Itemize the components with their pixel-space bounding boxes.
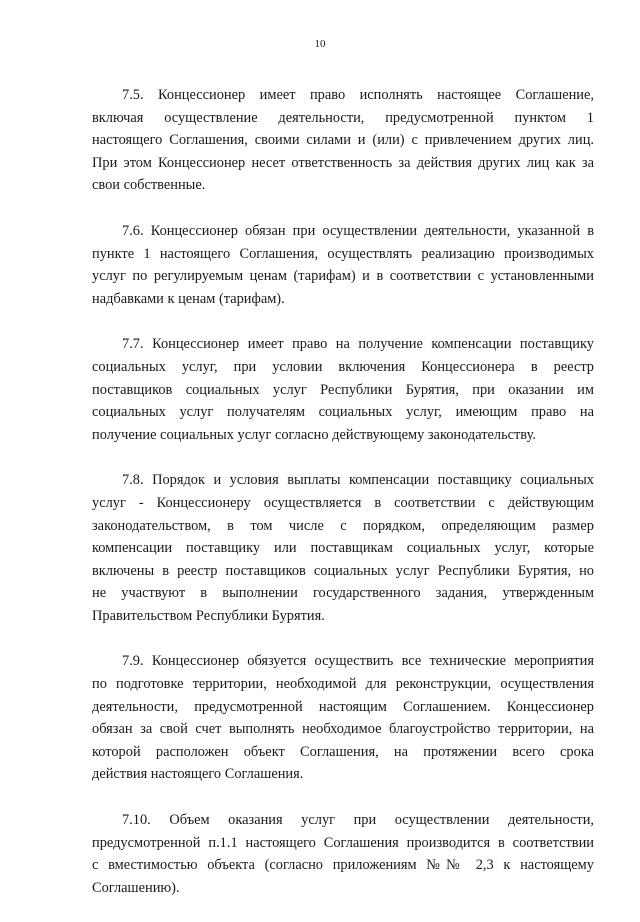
clause-7-6 [92, 220, 594, 310]
clause-7-8 [92, 469, 594, 627]
text-line: включены в реестр поставщиков социальных услуг Республики Бурятия, но [92, 562, 594, 579]
text-line: с вместимостью объекта (согласно приложениям №№ 2,3 к настоящему [92, 857, 594, 874]
text-line: настоящего Соглашения, своими силами и (или) с привлечением других лиц. [92, 132, 594, 149]
text-line: 7.7. Концессионер имеет право на получение компенсации поставщику [122, 336, 594, 353]
document-body [92, 84, 594, 922]
text-line: услуг по регулируемым ценам (тарифам) и в соответствии с установленными [92, 268, 594, 285]
text-line: 7.5. Концессионер имеет право исполнять настоящее Соглашение, [122, 87, 594, 103]
text-line: 7.8. Порядок и условия выплаты компенсации поставщику социальных [122, 472, 594, 489]
text-line: включая осуществление деятельности, предусмотренной пунктом 1 [92, 109, 594, 126]
clause-7-7 [92, 333, 594, 446]
text-line: социальных услуг, при условии включения Концессионера в реестр [92, 358, 594, 375]
text-line: которой расположен объект Соглашения, на протяжении всего срока [92, 743, 594, 760]
clause-7-9 [92, 650, 594, 786]
text-line: свои собственные. [92, 177, 206, 194]
text-line: компенсации поставщику или поставщикам социальных услуг, которые [92, 540, 594, 557]
text-line: При этом Концессионер несет ответственность за действия других лиц как за [92, 154, 594, 171]
text-line: пункте 1 настоящего Соглашения, осуществлять реализацию производимых [92, 245, 594, 262]
text-line: 7.9. Концессионер обязуется осуществить все технические мероприятия [122, 653, 594, 670]
text-line: поставщиков социальных услуг Республики Бурятия, при оказании им [92, 381, 594, 398]
text-line: Соглашению). [92, 879, 180, 896]
clause-7-10 [92, 809, 594, 899]
text-line: услуг - Концессионеру осуществляется в соответствии с действующим [92, 494, 594, 511]
text-line: 7.10. Объем оказания услуг при осуществлении деятельности, [122, 812, 594, 829]
text-line: Правительством Республики Бурятия. [92, 607, 325, 624]
text-line: деятельности, предусмотренной настоящим Соглашением. Концессионер [92, 698, 594, 715]
page-number: 10 [314, 38, 326, 50]
text-line: действия настоящего Соглашения. [92, 766, 304, 783]
text-line: 7.6. Концессионер обязан при осуществлении деятельности, указанной в [122, 222, 594, 239]
clause-7-5 [92, 84, 594, 197]
text-line: по подготовке территории, необходимой для реконструкции, осуществления [92, 676, 594, 693]
text-line: получение социальных услуг согласно действующему законодательству. [92, 426, 536, 443]
text-line: обязан за свой счет выполнять необходимое благоустройство территории, на [92, 721, 594, 738]
text-line: не участвуют в выполнении государственного задания, утвержденным [92, 585, 594, 602]
text-line: надбавками к ценам (тарифам). [92, 290, 285, 307]
text-line: законодательством, в том числе с порядком, определяющим размер [92, 517, 594, 534]
text-line: социальных услуг получателям социальных услуг, имеющим право на [92, 404, 594, 421]
text-line: предусмотренной п.1.1 настоящего Соглашения производится в соответствии [92, 834, 594, 851]
